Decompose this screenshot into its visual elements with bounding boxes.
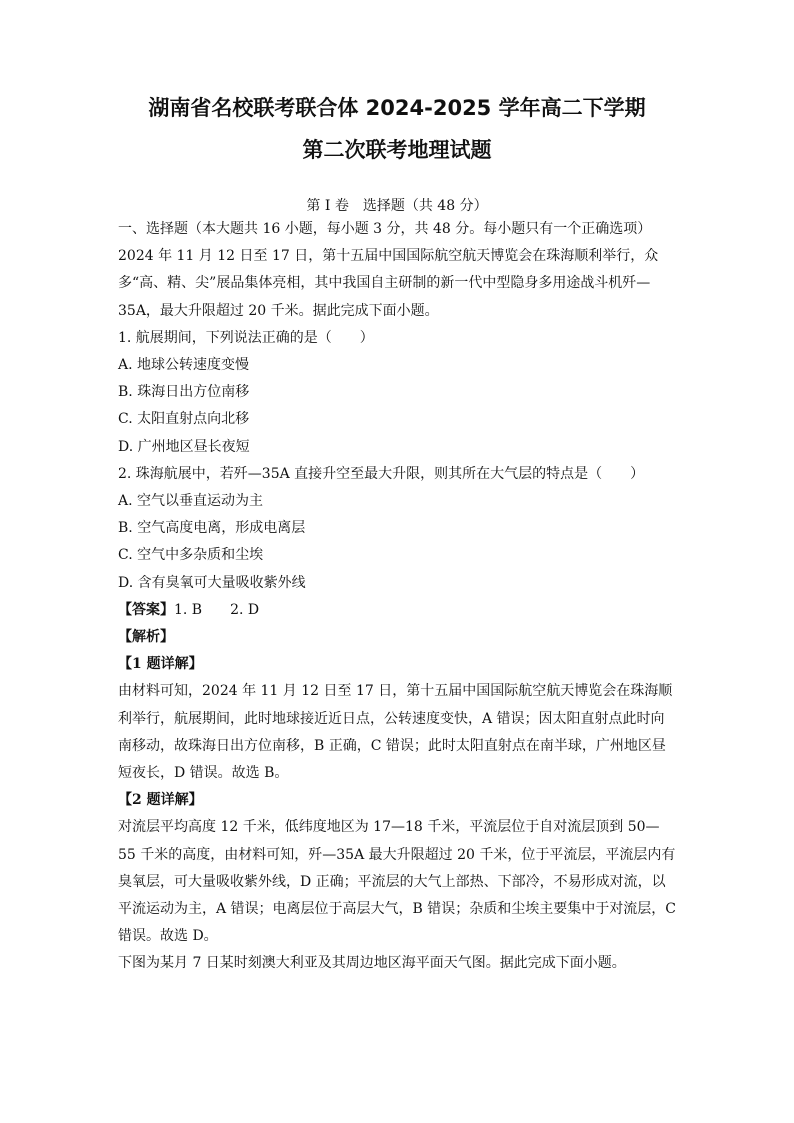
question-1-stem: 1. 航展期间，下列说法正确的是（ ） <box>118 329 374 346</box>
q2-option-d: D. 含有臭氧可大量吸收紫外线 <box>118 574 306 591</box>
question-2-stem: 2. 珠海航展中，若歼—35A 直接升空至最大升限，则其所在大气层的特点是（ ） <box>118 465 645 482</box>
q1-option-b: B. 珠海日出方位南移 <box>118 384 250 401</box>
q2-analysis-text: 对流层平均高度 12 千米，低纬度地区为 17—18 千米，平流层位于自对流层顶到 50—55 千米的高度，由材料可知，歼—35A 最大升限超过 20 千米，位于平流层，平流层内有臭氧层，可大量吸收紫外线，D 正确；平流层的大气上部热、下部冷，不易形成对流，以平流运动为主，A 错误；电离层位于高层大气，B 错误；杂质和尘埃主要集中于对流层，C 错误。故选 D。 <box>118 819 677 945</box>
page-subtitle: 第二次联考地理试题 <box>302 138 492 162</box>
answer-line <box>118 597 676 624</box>
q1-option-c: C. 太阳直射点向北移 <box>118 411 250 428</box>
material-2: 下图为某月 7 日某时刻澳大利亚及其周边地区海平面天气图。据此完成下面小题。 <box>118 955 626 972</box>
material-1: 2024 年 11 月 12 日至 17 日，第十五届中国国际航空航天博览会在珠海顺利举行，众多“高、精、尖”展品集体亮相，其中我国自主研制的新一代中型隐身多用途战斗机歼—35A，最大升限超过 20 千米。据此完成下面小题。 <box>118 248 659 319</box>
q2-analysis-label: 【2 题详解】 <box>118 792 203 809</box>
analysis-label: 【解析】 <box>118 629 174 646</box>
q2-option-c: C. 空气中多杂质和尘埃 <box>118 547 264 564</box>
q1-option-d: D. 广州地区昼长夜短 <box>118 438 250 455</box>
q1-option-a: A. 地球公转速度变慢 <box>118 357 250 374</box>
page-title: 湖南省名校联考联合体 2024-2025 学年高二下学期 <box>148 96 646 120</box>
answer-text: 1. B 2. D <box>174 601 260 618</box>
q1-analysis-text: 由材料可知，2024 年 11 月 12 日至 17 日，第十五届中国国际航空航天博览会在珠海顺利举行，航展期间，此时地球接近近日点，公转速度变快，A 错误；因太阳直射点此时向南移动，故珠海日出方位南移，B 正确，C 错误；此时太阳直射点在南半球，广州地区昼短夜长，D 错误。故选 B。 <box>118 683 673 782</box>
q2-option-b: B. 空气高度电离，形成电离层 <box>118 520 306 537</box>
q2-option-a: A. 空气以垂直运动为主 <box>118 493 264 510</box>
section-heading: 第 I 卷 选择题（共 48 分） <box>306 198 488 214</box>
section-instructions: 一、选择题（本大题共 16 小题，每小题 3 分，共 48 分。每小题只有一个正确选项） <box>118 221 652 237</box>
answer-label: 【答案】 <box>118 601 174 618</box>
q1-analysis-label: 【1 题详解】 <box>118 656 203 673</box>
